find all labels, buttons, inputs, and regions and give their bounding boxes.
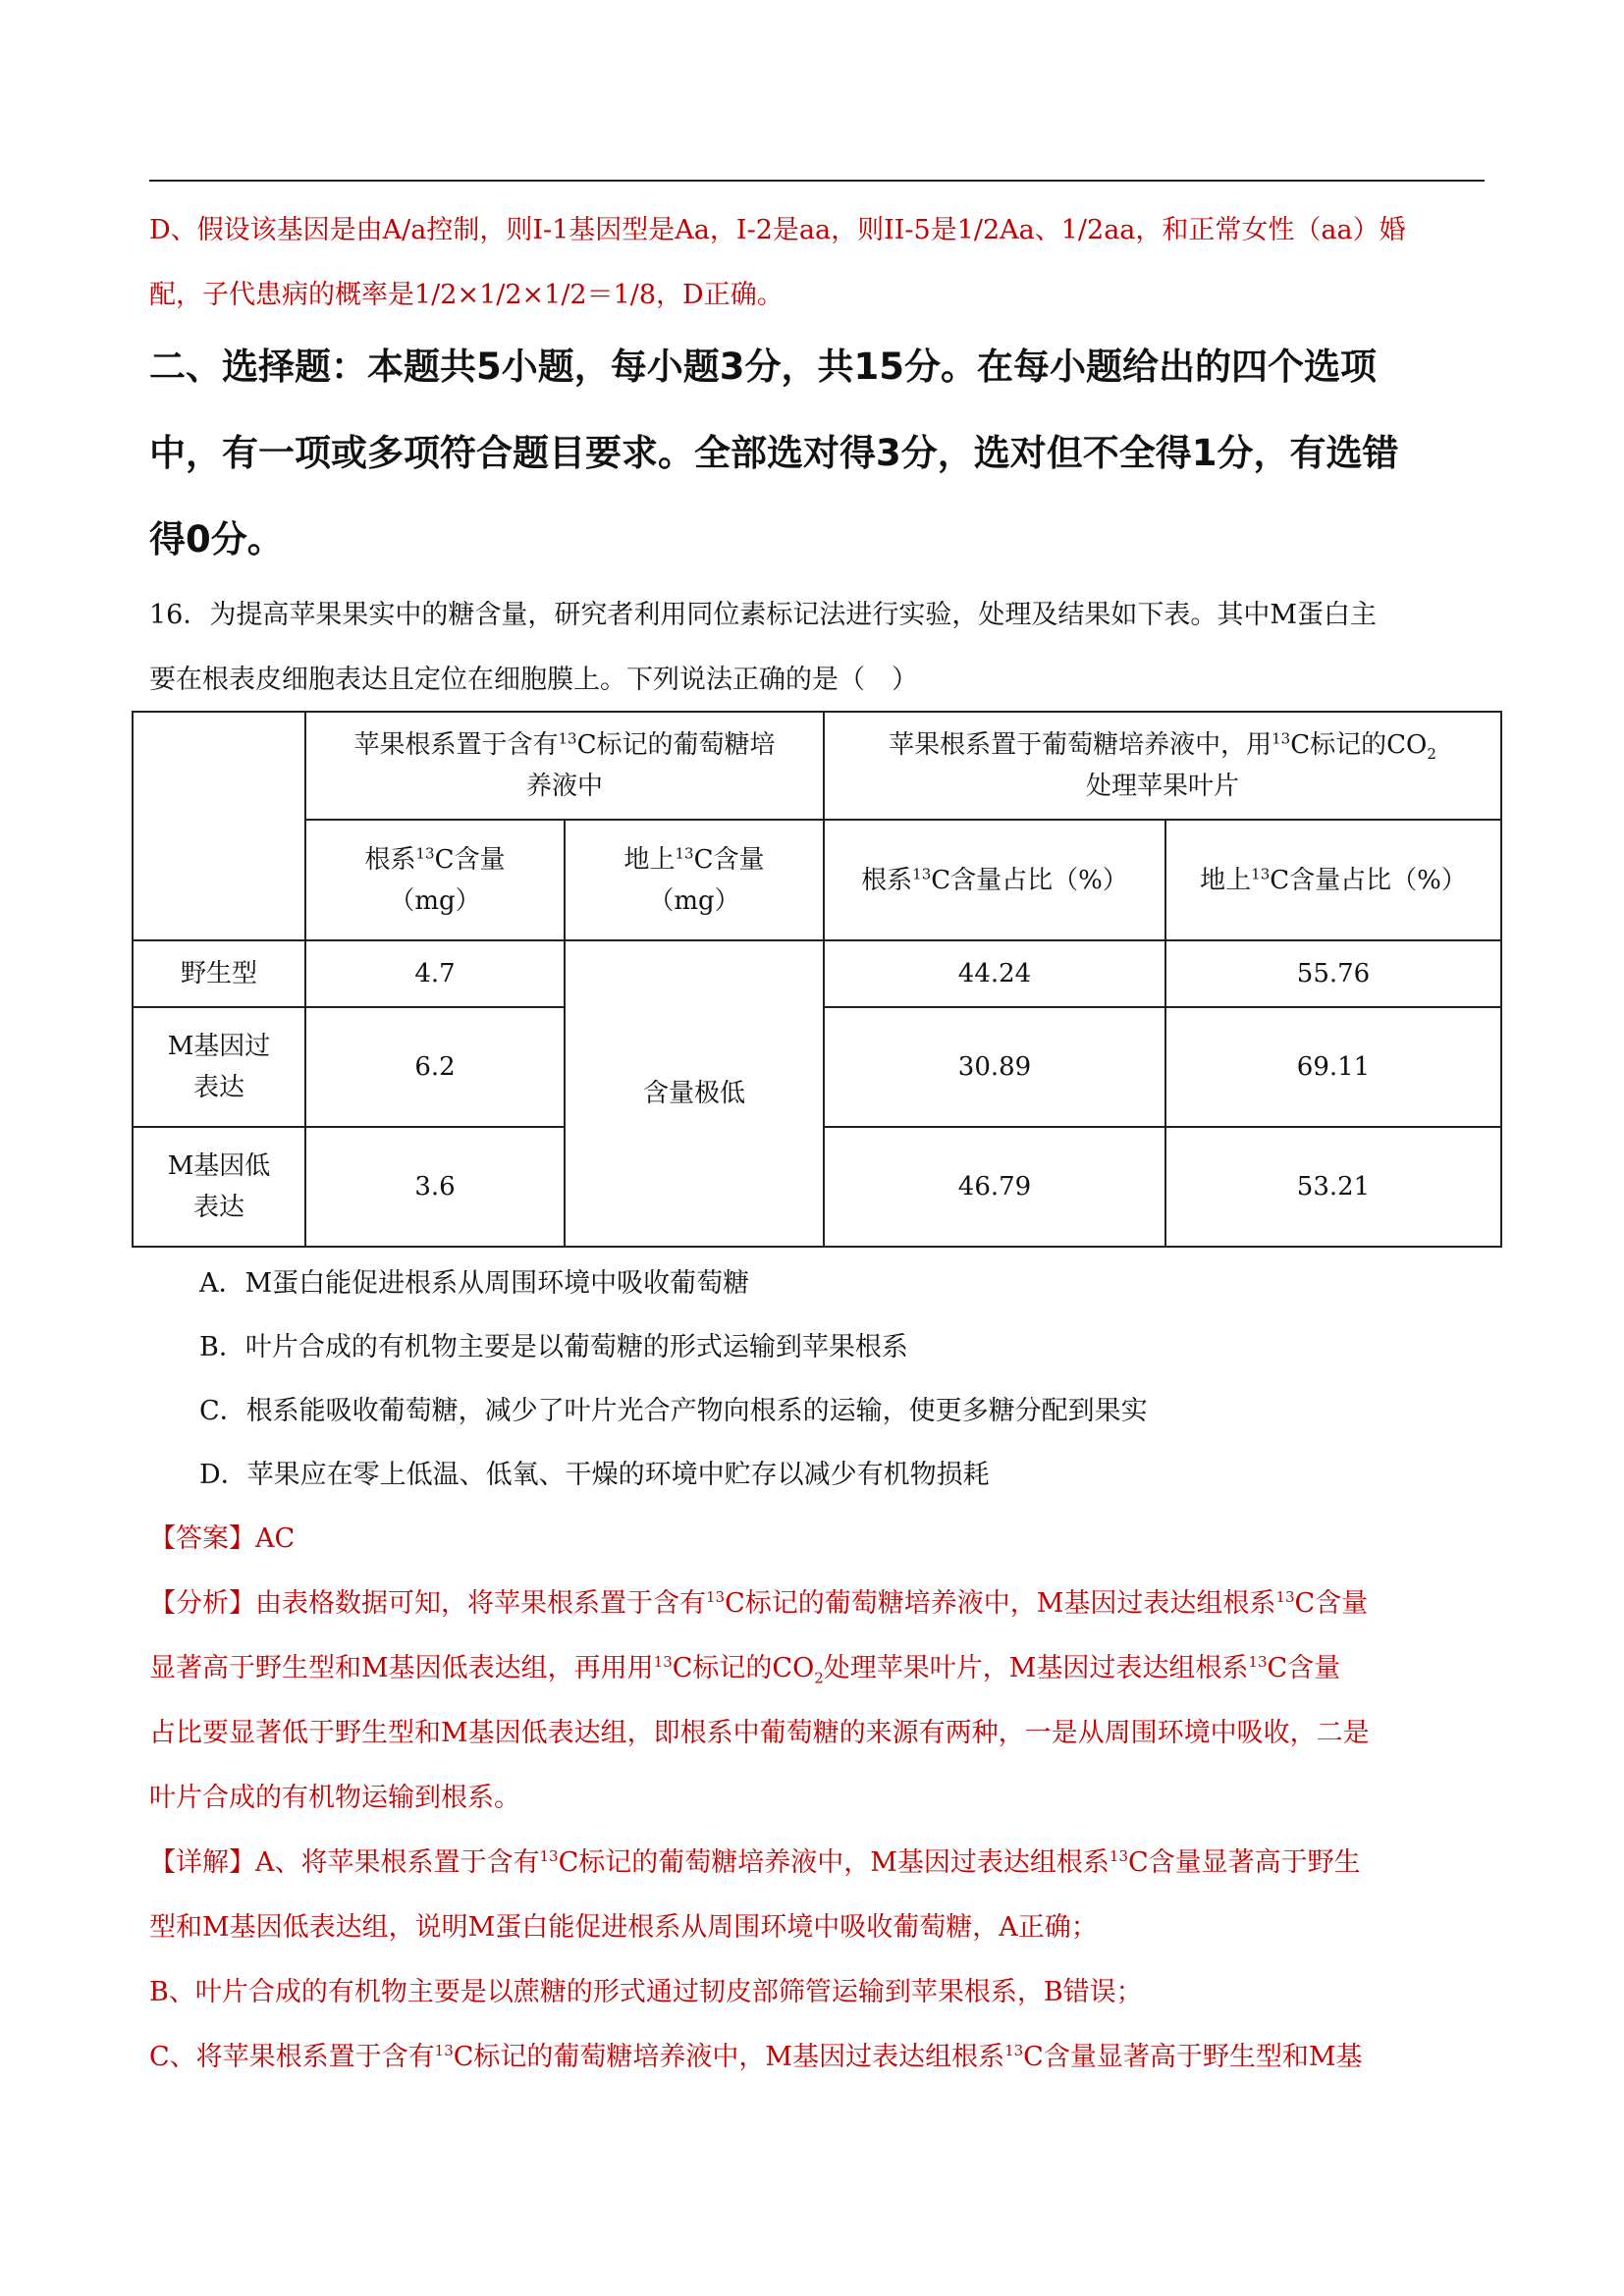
table-col-root-content: 根系$^{13}$C含量 （mg） [305, 820, 565, 940]
section-heading-line1: 二、选择题：本题共5小题，每小题3分，共15分。在每小题给出的四个选项 [149, 346, 1377, 388]
table-corner-cell [133, 712, 305, 940]
option-b: B．叶片合成的有机物主要是以葡萄糖的形式运输到苹果根系 [199, 1332, 908, 1362]
option-d: D．苹果应在零上低温、低氧、干燥的环境中贮存以减少有机物损耗 [199, 1460, 990, 1490]
detail-line4: C、将苹果根系置于含有$^{13}$C标记的葡萄糖培养液中，M基因过表达组根系$^{13}$C含量显著高于野生型和M基 [149, 2042, 1363, 2072]
analysis-line2: 显著高于野生型和M基因低表达组，再用用$^{13}$C标记的$CO_2$处理苹果叶片，M基因过表达组根系$^{13}$C含量 [149, 1653, 1341, 1687]
table-cell-root-pct: 30.89 [824, 1007, 1165, 1127]
table-cell-root: 4.7 [305, 940, 565, 1007]
detail-line2: 型和M基因低表达组，说明M蛋白能促进根系从周围环境中吸收葡萄糖，A正确； [149, 1912, 1098, 1943]
table-merged-cell: 含量极低 [565, 940, 824, 1247]
table-group2-header: 苹果根系置于葡萄糖培养液中，用$^{13}$C标记的$CO_2$ 处理苹果叶片 [824, 712, 1501, 820]
table-col-root-pct: 根系$^{13}$C含量占比（%） [824, 820, 1165, 940]
table-cell-root: 6.2 [305, 1007, 565, 1127]
explanation-d-line1: D、假设该基因是由A/a控制，则I-1基因型是Aa，I-2是aa，则II-5是1/2Aa、1/2aa，和正常女性（aa）婚 [149, 215, 1406, 245]
table-cell-root: 3.6 [305, 1127, 565, 1247]
analysis-line3: 占比要显著低于野生型和M基因低表达组，即根系中葡萄糖的来源有两种，一是从周围环境中吸收，二是 [149, 1718, 1370, 1748]
solution [149, 1507, 1485, 2090]
table-row-label: 野生型 [133, 940, 305, 1007]
table-row [133, 940, 1501, 1007]
table-row-label: M基因过 表达 [133, 1007, 305, 1127]
answer-line: 【答案】AC [149, 1523, 296, 1554]
analysis-line1: 【分析】由表格数据可知，将苹果根系置于含有$^{13}$C标记的葡萄糖培养液中，M基因过表达组根系$^{13}$C含量 [149, 1588, 1369, 1619]
option-a: A．M蛋白能促进根系从周围环境中吸收葡萄糖 [199, 1268, 750, 1299]
experiment-table [132, 711, 1502, 1248]
question-16 [149, 583, 1485, 713]
detail-line1: 【详解】A、将苹果根系置于含有$^{13}$C标记的葡萄糖培养液中，M基因过表达组根系$^{13}$C含量显著高于野生 [149, 1847, 1361, 1878]
analysis-line4: 叶片合成的有机物运输到根系。 [149, 1783, 520, 1813]
header-rule [149, 180, 1485, 182]
section-heading [149, 324, 1485, 583]
table-group1-header: 苹果根系置于含有$^{13}$C标记的葡萄糖培 养液中 [305, 712, 824, 820]
option-c: C．根系能吸收葡萄糖，减少了叶片光合产物向根系的运输，使更多糖分配到果实 [199, 1396, 1148, 1426]
table-cell-above-pct: 69.11 [1165, 1007, 1501, 1127]
table-col-above-pct: 地上$^{13}$C含量占比（%） [1165, 820, 1501, 940]
table-col-above-content: 地上$^{13}$C含量 （mg） [565, 820, 824, 940]
table-cell-above-pct: 55.76 [1165, 940, 1501, 1007]
table-cell-root-pct: 46.79 [824, 1127, 1165, 1247]
section-heading-line3: 得0分。 [149, 518, 284, 561]
answer-options [199, 1252, 1476, 1507]
table-cell-root-pct: 44.24 [824, 940, 1165, 1007]
section-heading-line2: 中，有一项或多项符合题目要求。全部选对得3分，选对但不全得1分，有选错 [149, 432, 1399, 474]
table-cell-above-pct: 53.21 [1165, 1127, 1501, 1247]
table-row-label: M基因低 表达 [133, 1127, 305, 1247]
explanation-d [149, 198, 1485, 328]
question-line1: 16．为提高苹果果实中的糖含量，研究者利用同位素标记法进行实验，处理及结果如下表。其中M蛋白主 [149, 600, 1378, 630]
explanation-d-line2: 配，子代患病的概率是1/2×1/2×1/2＝1/8，D正确。 [149, 280, 784, 310]
detail-line3: B、叶片合成的有机物主要是以蔗糖的形式通过韧皮部筛管运输到苹果根系，B错误； [149, 1977, 1143, 2007]
question-line2: 要在根表皮细胞表达且定位在细胞膜上。下列说法正确的是（ ） [149, 665, 918, 695]
